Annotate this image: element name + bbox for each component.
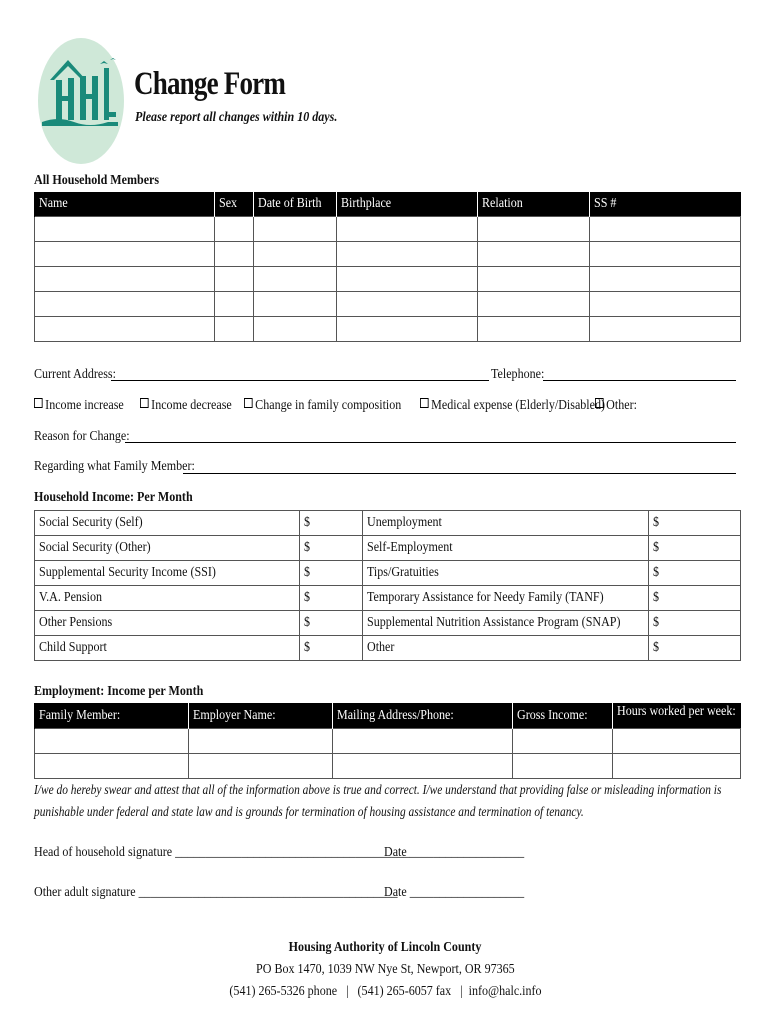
table-row[interactable] [35,242,741,267]
page-title: Change Form [134,66,286,102]
income-source-label: Self-Employment [363,536,649,561]
income-amount-field[interactable]: $ [649,586,741,611]
relation-cell[interactable] [478,267,590,292]
head-signature-field[interactable]: Head of household signature _______________________________________ [34,845,410,860]
ssn-cell[interactable] [590,292,741,317]
table-row [35,636,741,661]
income-amount-field[interactable]: $ [649,636,741,661]
column-header-family-member: Family Member: [35,703,189,729]
relation-cell[interactable] [478,292,590,317]
checkbox-icon[interactable] [420,398,429,408]
dob-cell[interactable] [254,217,337,242]
household-income-table [34,510,741,661]
table-row[interactable] [35,267,741,292]
household-income-title: Household Income: Per Month [34,490,193,505]
table-row[interactable] [35,754,741,779]
name-cell[interactable] [35,267,215,292]
table-row [35,586,741,611]
income-source-label: Tips/Gratuities [363,561,649,586]
dob-cell[interactable] [254,242,337,267]
ssn-cell[interactable] [590,317,741,342]
relation-cell[interactable] [478,317,590,342]
checkbox-icon[interactable] [595,398,604,408]
column-header-ssn: SS # [590,192,741,217]
table-row[interactable] [35,292,741,317]
table-row[interactable] [35,217,741,242]
family-member-cell[interactable] [35,729,189,754]
ssn-cell[interactable] [590,267,741,292]
income-amount-field[interactable]: $ [300,511,363,536]
income-source-label: Supplemental Nutrition Assistance Program (SNAP) [363,611,649,636]
column-header-name: Name [35,192,215,217]
employer-cell[interactable] [189,754,333,779]
column-header-dob: Date of Birth [254,192,337,217]
dob-cell[interactable] [254,292,337,317]
ssn-cell[interactable] [590,242,741,267]
medical-expense-option[interactable]: Medical expense (Elderly/Disabled) [420,398,605,414]
telephone-field[interactable] [543,380,736,381]
birthplace-cell[interactable] [337,217,478,242]
employer-cell[interactable] [189,729,333,754]
sex-cell[interactable] [215,317,254,342]
checkbox-icon[interactable] [244,398,253,408]
sex-cell[interactable] [215,242,254,267]
footer-org-name: Housing Authority of Lincoln County [288,940,482,955]
attestation-text: I/we do hereby swear and attest that all of the information above is true and correct. I/we understand that providing false or misleading information is punishable under federal and state law and is grounds for termination of housing assistance and termination of tenancy. [34,783,722,820]
sex-cell[interactable] [215,267,254,292]
sex-cell[interactable] [215,217,254,242]
column-header-mailing-address: Mailing Address/Phone: [333,703,513,729]
family-member-field[interactable] [183,473,736,474]
income-amount-field[interactable]: $ [649,511,741,536]
current-address-field[interactable] [111,380,489,381]
housing-authority-logo [38,38,124,164]
column-header-employer: Employer Name: [189,703,333,729]
reason-field[interactable] [125,442,736,443]
other-option[interactable]: Other: [595,398,637,414]
employment-title: Employment: Income per Month [34,684,204,699]
head-signature-date-field[interactable]: Date ___________________ [384,845,525,860]
footer-address: PO Box 1470, 1039 NW Nye St, Newport, OR 97365 [255,962,515,977]
income-source-label: Social Security (Self) [35,511,300,536]
dob-cell[interactable] [254,267,337,292]
household-members-table [34,192,741,342]
page-subtitle: Please report all changes within 10 days. [135,110,338,125]
household-members-header [35,192,741,217]
income-source-label: Child Support [35,636,300,661]
mailing-address-cell[interactable] [333,754,513,779]
table-row[interactable] [35,729,741,754]
table-row[interactable] [35,317,741,342]
column-header-hours: Hours worked per week: [613,703,741,729]
family-member-cell[interactable] [35,754,189,779]
income-amount-field[interactable]: $ [300,536,363,561]
checkbox-icon[interactable] [34,398,43,408]
checkbox-icon[interactable] [140,398,149,408]
gross-income-cell[interactable] [513,754,613,779]
column-header-sex: Sex [215,192,254,217]
column-header-gross-income: Gross Income: [513,703,613,729]
mailing-address-cell[interactable] [333,729,513,754]
income-amount-field[interactable]: $ [300,586,363,611]
name-cell[interactable] [35,217,215,242]
income-amount-field[interactable]: $ [649,536,741,561]
dob-cell[interactable] [254,317,337,342]
employment-table [34,703,741,779]
income-increase-option[interactable]: Income increase [34,398,124,414]
name-cell[interactable] [35,317,215,342]
income-source-label: Unemployment [363,511,649,536]
income-source-label: Other Pensions [35,611,300,636]
income-source-label: Other [363,636,649,661]
family-composition-option[interactable]: Change in family composition [244,398,401,414]
current-address-label: Current Address: [34,367,116,382]
footer-contact: (541) 265-5326 phone | (541) 265-6057 fax | info@halc.info [228,984,542,999]
column-header-birthplace: Birthplace [337,192,478,217]
birthplace-cell[interactable] [337,292,478,317]
name-cell[interactable] [35,292,215,317]
telephone-label: Telephone: [491,367,545,382]
employment-header [35,703,741,729]
household-members-title: All Household Members [34,173,160,188]
table-row [35,611,741,636]
income-decrease-option[interactable]: Income decrease [140,398,232,414]
sex-cell[interactable] [215,292,254,317]
income-amount-field[interactable]: $ [300,636,363,661]
adult-signature-field[interactable]: Other adult signature ___________________________________________ [34,885,398,900]
gross-income-cell[interactable] [513,729,613,754]
relation-cell[interactable] [478,217,590,242]
relation-cell[interactable] [478,242,590,267]
ssn-cell[interactable] [590,217,741,242]
hours-cell[interactable] [613,754,741,779]
income-amount-field[interactable]: $ [649,561,741,586]
income-source-label: V.A. Pension [35,586,300,611]
income-amount-field[interactable]: $ [300,611,363,636]
birthplace-cell[interactable] [337,242,478,267]
income-source-label: Supplemental Security Income (SSI) [35,561,300,586]
column-header-relation: Relation [478,192,590,217]
reason-label: Reason for Change: [34,429,130,444]
name-cell[interactable] [35,242,215,267]
family-member-label: Regarding what Family Member: [34,459,195,474]
income-source-label: Social Security (Other) [35,536,300,561]
birthplace-cell[interactable] [337,317,478,342]
hours-cell[interactable] [613,729,741,754]
adult-signature-date-field[interactable]: Date ___________________ [384,885,525,900]
income-amount-field[interactable]: $ [300,561,363,586]
income-amount-field[interactable]: $ [649,611,741,636]
table-row [35,511,741,536]
table-row [35,561,741,586]
income-source-label: Temporary Assistance for Needy Family (TANF) [363,586,649,611]
table-row [35,536,741,561]
birthplace-cell[interactable] [337,267,478,292]
